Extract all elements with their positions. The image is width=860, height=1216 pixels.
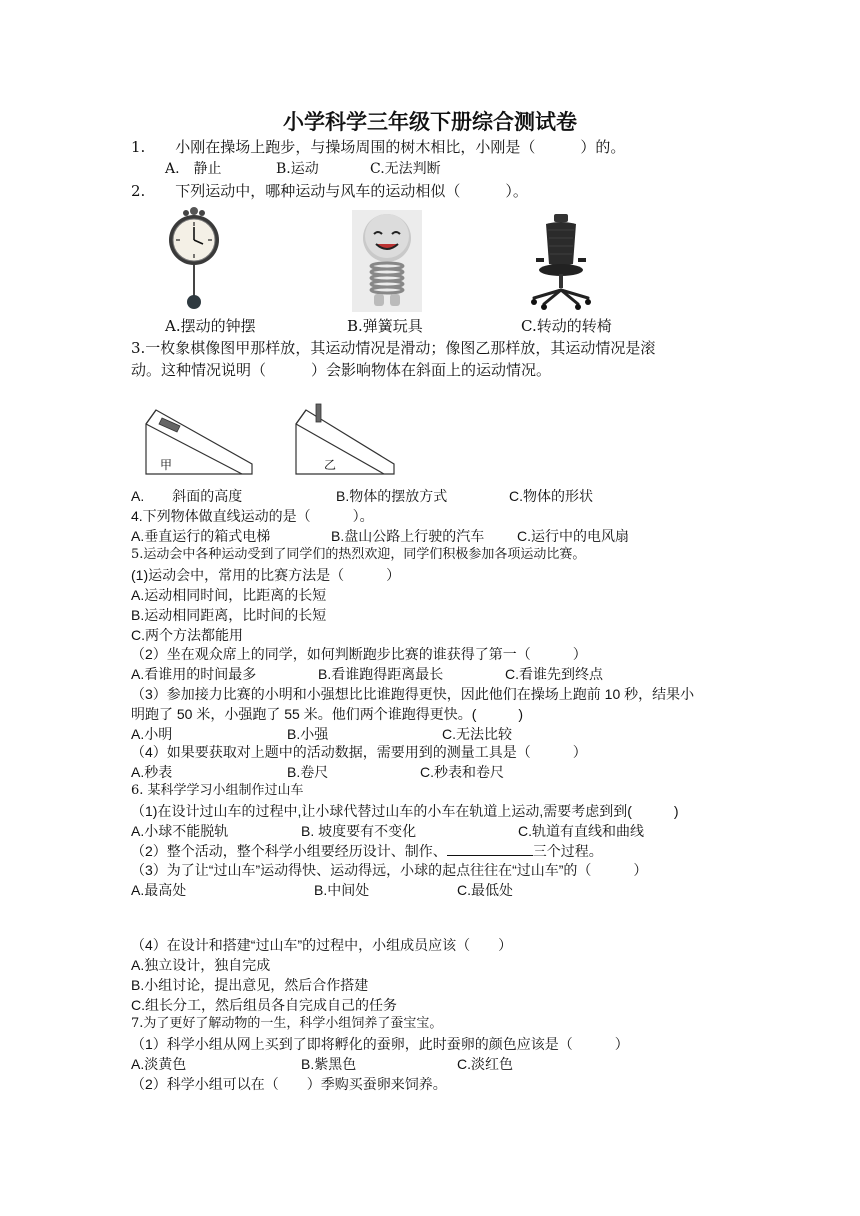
question-5-4-stem: （4）如果要获取对上题中的活动数据，需要用到的测量工具是（ ） [131, 744, 587, 760]
question-3-option-a: A. 斜面的高度 [131, 488, 243, 504]
question-7-stem: 7.为了更好了解动物的一生，科学小组饲养了蚕宝宝。 [131, 1016, 443, 1031]
question-5-2-option-b: B.看谁跑得距离最长 [318, 666, 444, 682]
chess-piece-lying [159, 418, 180, 432]
question-7-1-option-c: C.淡红色 [457, 1056, 513, 1072]
question-1-option-c: C.无法判断 [370, 161, 441, 177]
question-6-1-option-c: C.轨道有直线和曲线 [518, 823, 644, 839]
question-6-2-stem-before: （2）整个活动，整个科学小组要经历设计、制作、 [131, 843, 447, 859]
question-1-option-a: A. 静止 [165, 161, 222, 177]
incline-yi [296, 410, 394, 474]
question-6-1-stem: （1)在设计过山车的过程中,让小球代替过山车的小车在轨道上运动,需要考虑到到( ) [131, 803, 679, 819]
question-5-1-option-b: B.运动相同距离，比时间的长短 [131, 607, 327, 623]
question-6-4-option-a: A.独立设计，独自完成 [131, 957, 271, 973]
question-1-stem: 1. 小刚在操场上跑步，与操场周围的树木相比，小刚是（ ）的。 [131, 138, 626, 156]
question-2-option-c: C.转动的转椅 [521, 317, 612, 335]
question-2-option-a: A.摆动的钟摆 [165, 317, 256, 335]
question-6-3-option-c: C.最低处 [457, 882, 513, 898]
question-5-2-option-c: C.看谁先到终点 [505, 666, 603, 682]
question-5-3-stem-line2: 明跑了 50 米，小强跑了 55 米。他们两个谁跑得更快。( ) [131, 706, 524, 722]
question-3-option-c: C.物体的形状 [509, 488, 593, 504]
question-4-stem: 4.下列物体做直线运动的是（ ）。 [131, 508, 374, 524]
question-4-option-b: B.盘山公路上行驶的汽车 [331, 528, 485, 544]
question-3-option-b: B.物体的摆放方式 [336, 488, 448, 504]
question-5-1-option-a: A.运动相同时间，比距离的长短 [131, 587, 327, 603]
answer-blank[interactable] [447, 843, 533, 856]
swivel-chair-image [528, 214, 594, 310]
figure-label-jia: 甲 [160, 458, 173, 472]
chess-piece-standing [316, 404, 321, 422]
question-6-4-option-b: B.小组讨论，提出意见，然后合作搭建 [131, 977, 369, 993]
question-1-option-b: B.运动 [276, 161, 319, 177]
question-5-4-option-c: C.秒表和卷尺 [420, 764, 504, 780]
incline-diagram [140, 400, 400, 480]
question-5-3-option-a: A.小明 [131, 726, 173, 742]
question-6-3-option-b: B.中间处 [314, 882, 370, 898]
question-5-1-option-c: C.两个方法都能用 [131, 627, 243, 643]
question-6-1-option-b: B. 坡度要有不变化 [301, 823, 417, 839]
question-5-4-option-a: A.秒表 [131, 764, 173, 780]
question-2-option-b: B.弹簧玩具 [347, 317, 423, 335]
question-7-1-stem: （1）科学小组从网上买到了即将孵化的蚕卵，此时蚕卵的颜色应该是（ ） [131, 1036, 629, 1052]
question-6-2-stem [131, 842, 603, 860]
question-5-1-stem: (1)运动会中，常用的比赛方法是（ ） [131, 567, 401, 583]
question-6-1-option-a: A.小球不能脱轨 [131, 823, 229, 839]
question-6-4-option-c: C.组长分工，然后组员各自完成自己的任务 [131, 997, 397, 1013]
question-6-stem: 6. 某科学学习小组制作过山车 [131, 783, 304, 798]
question-7-1-option-b: B.紫黑色 [301, 1056, 357, 1072]
question-6-2-stem-after: 三个过程。 [532, 843, 603, 859]
question-3-stem-line1: 3.一枚象棋像图甲那样放，其运动情况是滑动；像图乙那样放，其运动情况是滚 [131, 339, 656, 357]
question-5-2-stem: （2）坐在观众席上的同学，如何判断跑步比赛的谁获得了第一（ ） [131, 646, 587, 662]
question-4-option-a: A.垂直运行的箱式电梯 [131, 528, 271, 544]
question-6-3-option-a: A.最高处 [131, 882, 187, 898]
question-6-3-stem: （3）为了让“过山车”运动得快、运动得远，小球的起点往往在“过山车”的（ ） [131, 862, 648, 878]
page-title: 小学科学三年级下册综合测试卷 [283, 109, 577, 134]
question-4-option-c: C.运行中的电风扇 [517, 528, 629, 544]
question-5-stem: 5.运动会中各种运动受到了同学们的热烈欢迎，同学们积极参加各项运动比赛。 [131, 547, 586, 562]
question-3-stem-line2: 动。这种情况说明（ ）会影响物体在斜面上的运动情况。 [131, 361, 552, 379]
question-5-2-option-a: A.看谁用的时间最多 [131, 666, 257, 682]
figure-label-yi: 乙 [324, 458, 337, 472]
question-5-3-option-b: B.小强 [287, 726, 329, 742]
question-7-2-stem: （2）科学小组可以在（ ）季购买蚕卵来饲养。 [131, 1076, 447, 1092]
question-2-stem: 2. 下列运动中，哪种运动与风车的运动相似（ ）。 [131, 182, 528, 200]
question-5-3-stem-line1: （3）参加接力比赛的小明和小强想比比谁跑得更快，因此他们在操场上跑前 10 秒，结果小 [131, 686, 695, 702]
wall-clock-pendulum-image [166, 204, 222, 312]
question-7-1-option-a: A.淡黄色 [131, 1056, 187, 1072]
question-5-3-option-c: C.无法比较 [442, 726, 512, 742]
spring-toy-image [352, 210, 422, 312]
question-5-4-option-b: B.卷尺 [287, 764, 329, 780]
question-6-4-stem: （4）在设计和搭建“过山车”的过程中，小组成员应该（ ） [131, 937, 513, 953]
